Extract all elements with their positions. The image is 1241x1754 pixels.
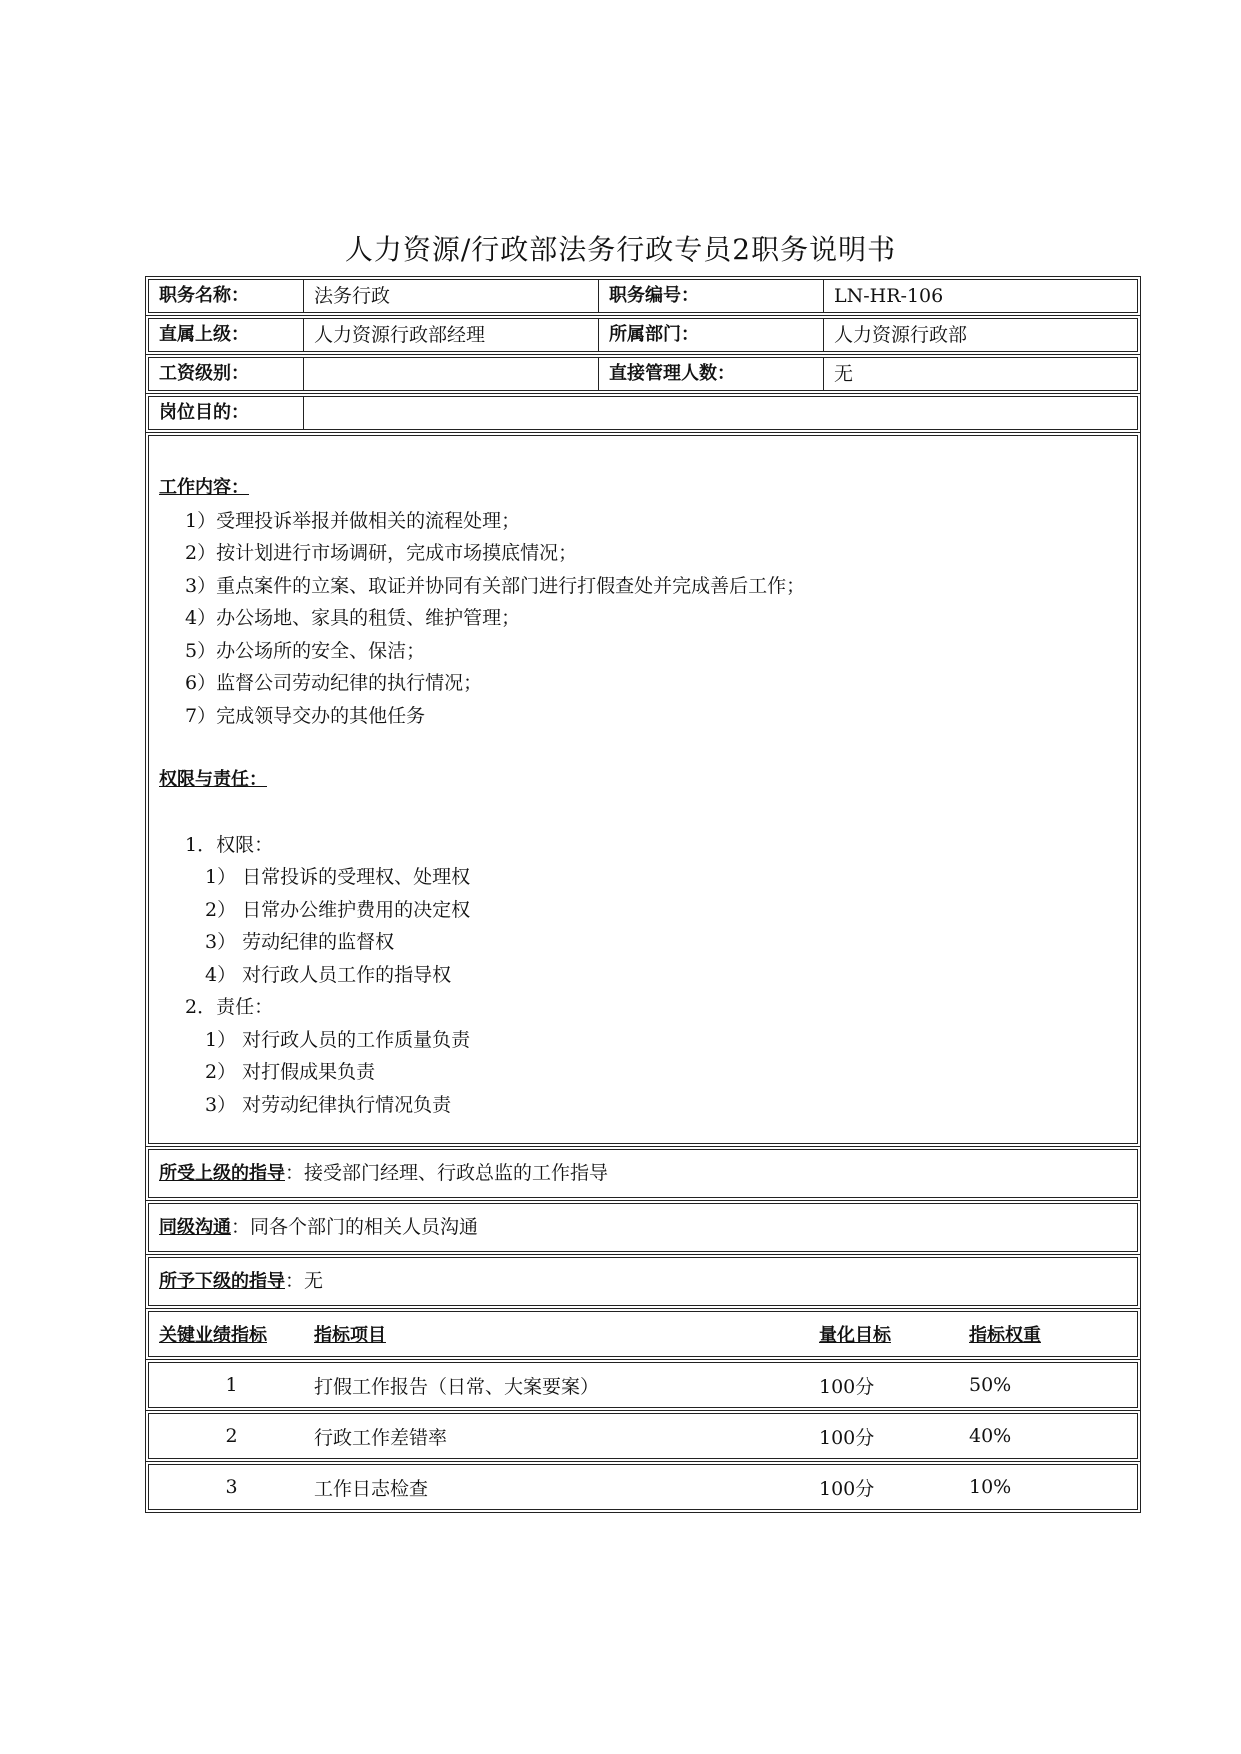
kpi-index: 3 <box>225 1476 238 1498</box>
powers-label: 1．权限： <box>185 833 274 856</box>
kpi-weight: 40% <box>969 1425 1012 1447</box>
kpi-row <box>148 1413 1138 1459</box>
kpi-header: 量化目标 <box>819 1325 891 1346</box>
kpi-index: 1 <box>225 1374 238 1396</box>
authority-heading: 权限与责任： <box>159 769 267 790</box>
kpi-header-row <box>148 1311 1138 1357</box>
row-job-name <box>148 279 1138 313</box>
department-label: 所属部门： <box>599 319 824 351</box>
work-item: 1）受理投诉举报并做相关的流程处理； <box>185 509 521 532</box>
work-item: 3）重点案件的立案、取证并协同有关部门进行打假查处并完成善后工作； <box>185 574 806 597</box>
duty-item: 2） 对打假成果负责 <box>205 1061 376 1083</box>
superior-guidance-text: ：接受部门经理、行政总监的工作指导 <box>285 1162 609 1184</box>
purpose-value <box>304 397 1137 429</box>
power-item: 1） 日常投诉的受理权、处理权 <box>205 866 471 888</box>
row-purpose <box>148 396 1138 430</box>
job-name-value: 法务行政 <box>304 280 599 312</box>
kpi-weight: 10% <box>969 1476 1012 1498</box>
work-authority-content <box>149 436 815 1143</box>
work-item: 5）办公场所的安全、保洁； <box>185 639 426 662</box>
kpi-row <box>148 1464 1138 1510</box>
salary-value <box>304 358 599 390</box>
work-item: 2）按计划进行市场调研，完成市场摸底情况； <box>185 542 578 564</box>
kpi-header: 指标权重 <box>969 1325 1041 1346</box>
kpi-index: 2 <box>225 1425 238 1447</box>
kpi-item: 行政工作差错率 <box>314 1426 448 1449</box>
work-content-heading: 工作内容： <box>159 477 249 498</box>
power-item: 3） 劳动纪律的监督权 <box>205 931 395 953</box>
kpi-row <box>148 1362 1138 1408</box>
row-peer-communication <box>148 1203 1138 1252</box>
subordinate-guidance-text: ：无 <box>285 1270 324 1292</box>
kpi-item: 打假工作报告（日常、大案要案） <box>314 1375 600 1398</box>
work-item: 4）办公场地、家具的租赁、维护管理； <box>185 607 521 629</box>
job-description-form <box>148 279 1138 1515</box>
kpi-target: 100分 <box>819 1477 875 1500</box>
peer-communication-label: 同级沟通 <box>159 1217 231 1238</box>
salary-label: 工资级别： <box>149 358 304 390</box>
purpose-label: 岗位目的： <box>149 397 304 429</box>
job-name-label: 职务名称： <box>149 280 304 312</box>
superior-guidance-label: 所受上级的指导 <box>159 1163 285 1184</box>
row-superior-guidance <box>148 1149 1138 1198</box>
power-item: 4） 对行政人员工作的指导权 <box>205 963 452 986</box>
job-code-value: LN-HR-106 <box>834 285 944 307</box>
duty-item: 1） 对行政人员的工作质量负责 <box>205 1028 471 1051</box>
kpi-item: 工作日志检查 <box>314 1477 429 1500</box>
kpi-header: 关键业绩指标 <box>159 1325 267 1346</box>
row-superior <box>148 318 1138 352</box>
work-item: 6）监督公司劳动纪律的执行情况； <box>185 672 483 694</box>
document-title: 人力资源/行政部法务行政专员2职务说明书 <box>344 233 897 266</box>
job-code-label: 职务编号： <box>599 280 824 312</box>
reports-value: 无 <box>834 363 854 385</box>
kpi-weight: 50% <box>969 1374 1012 1396</box>
row-salary <box>148 357 1138 391</box>
row-subordinate-guidance <box>148 1257 1138 1306</box>
subordinate-guidance-label: 所予下级的指导 <box>159 1271 285 1292</box>
kpi-target: 100分 <box>819 1426 875 1449</box>
kpi-target: 100分 <box>819 1375 875 1398</box>
department-value: 人力资源行政部 <box>834 324 968 346</box>
superior-value: 人力资源行政部经理 <box>304 319 599 351</box>
duties-label: 2．责任： <box>185 996 274 1018</box>
peer-communication-text: ：同各个部门的相关人员沟通 <box>231 1216 479 1238</box>
duty-item: 3） 对劳动纪律执行情况负责 <box>205 1093 452 1116</box>
work-item: 7）完成领导交办的其他任务 <box>185 704 426 727</box>
reports-label: 直接管理人数： <box>599 358 824 390</box>
power-item: 2） 日常办公维护费用的决定权 <box>205 898 471 921</box>
kpi-header: 指标项目 <box>314 1325 386 1346</box>
superior-label: 直属上级： <box>149 319 304 351</box>
work-authority-section <box>148 435 1138 1144</box>
